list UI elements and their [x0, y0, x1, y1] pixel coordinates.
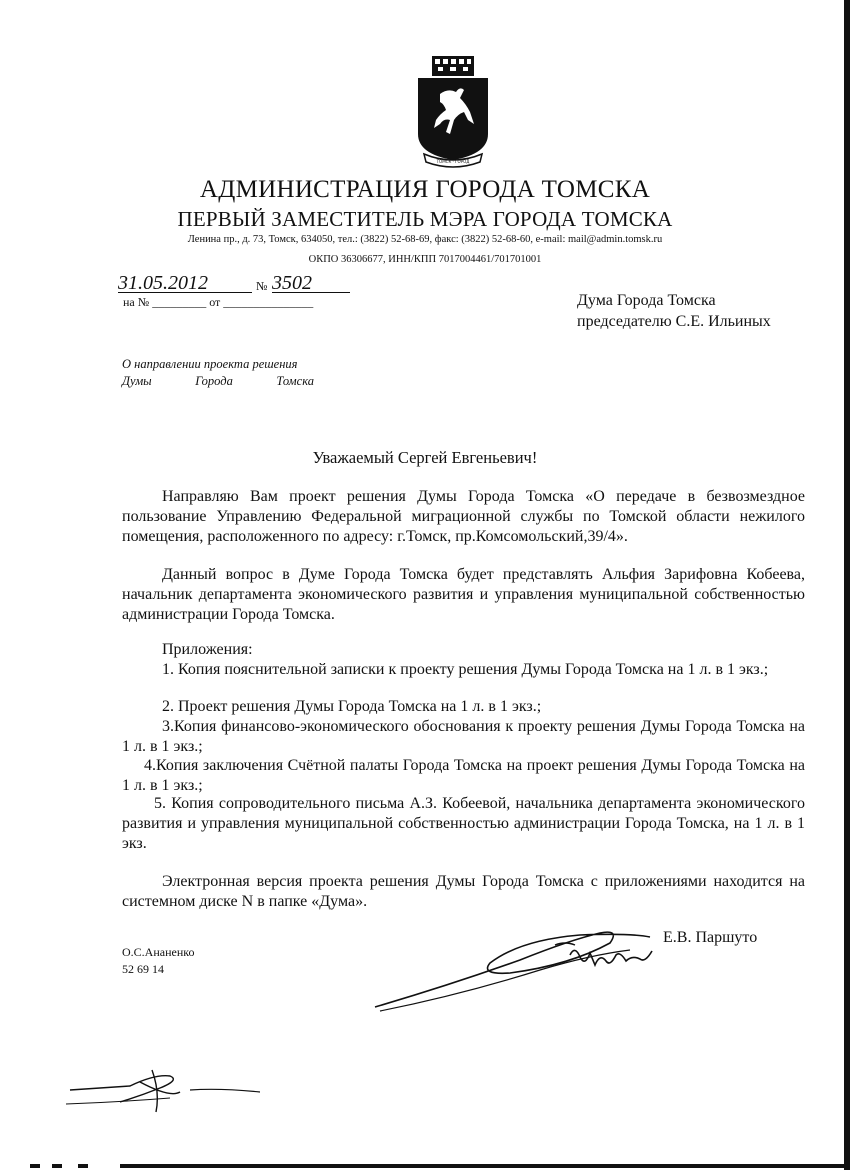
executor-name: О.С.Ананенко: [122, 945, 195, 959]
attachment-text: 1. Копия пояснительной записки к проекту решения Думы Города Томска на 1 л. в 1 экз.;: [162, 661, 769, 678]
reference-line: на № _________ от _______________: [123, 295, 314, 309]
subject-word: Города: [195, 374, 233, 388]
subject-word: Томска: [276, 374, 314, 388]
attachments-title-text: Приложения:: [162, 641, 253, 658]
attachment-item: [122, 756, 805, 796]
scan-mark: [78, 1164, 88, 1168]
attachment-item: [122, 697, 805, 717]
body-paragraph-text: Направляю Вам проект решения Думы Города Томска «О передаче в безвозмездное пользование Управлению Федеральной миграционной службы по Томской области нежилого помещения, расположенного по адресу: г.Томск, пр.Комсомольский,39/4».: [122, 488, 805, 545]
body-paragraph-text: Данный вопрос в Думе Города Томска будет представлять Альфия Зарифовна Кобеева, начальник департамента экономического развития и управления муниципальной собственностью администрации Города Томска.: [122, 566, 805, 623]
number-underline: [272, 292, 350, 293]
org-address: Ленина пр., д. 73, Томск, 634050, тел.: (3822) 52-68-69, факс: (3822) 52-68-60, e-mail: mail@admin.tomsk.ru: [187, 234, 663, 245]
svg-text:ТОМСК · ГОРОД: ТОМСК · ГОРОД: [436, 159, 470, 164]
body-paragraph: [122, 565, 805, 625]
addressee-org: Дума Города Томска: [577, 292, 716, 309]
org-okpo: ОКПО 36306677, ИНН/КПП 7017004461/701701001: [308, 254, 542, 265]
scan-bottom-edge: [120, 1164, 850, 1168]
body-paragraph-text: Электронная версия проекта решения Думы Города Томска с приложениями находится на системном диске N в папке «Дума».: [122, 873, 805, 910]
attachments-title: [122, 640, 805, 660]
attachment-text: 3.Копия финансово-экономического обоснования к проекту решения Думы Города Томска на 1 л. в 1 экз.;: [122, 718, 805, 755]
scan-edge: [844, 0, 850, 1170]
date-underline: [118, 292, 252, 293]
scan-mark: [30, 1164, 40, 1168]
subject-line-2: [122, 374, 314, 389]
attachment-text: 4.Копия заключения Счётной палаты Города Томска на проект решения Думы Города Томска на 1 л. в 1 экз.;: [122, 757, 805, 794]
subject-line: О направлении проекта решения: [122, 357, 298, 371]
greeting: Уважаемый Сергей Евгеньевич!: [312, 448, 538, 467]
scan-mark: [52, 1164, 62, 1168]
signature-image: [370, 915, 670, 1015]
attachment-text: 5. Копия сопроводительного письма А.З. Кобеевой, начальника департамента экономического развития и управления муниципальной собственностью администрации Города Томска, на 1 л. в 1 экз.: [122, 795, 805, 852]
executor-phone: 52 69 14: [122, 962, 164, 976]
registration-number: 3502: [272, 272, 312, 294]
attachment-item: [122, 717, 805, 757]
position-title: ПЕРВЫЙ ЗАМЕСТИТЕЛЬ МЭРА ГОРОДА ТОМСКА: [177, 207, 673, 231]
registration-date: 31.05.2012: [118, 272, 208, 294]
crown-icon: [432, 56, 474, 76]
attachment-item: [122, 660, 805, 680]
registration-number-label: №: [256, 279, 268, 293]
body-paragraph: [122, 487, 805, 547]
subject-word: Думы: [122, 374, 152, 388]
approval-scribble: [60, 1062, 280, 1122]
attachment-item: [122, 794, 805, 854]
org-title: АДМИНИСТРАЦИЯ ГОРОДА ТОМСКА: [199, 176, 651, 203]
body-paragraph: [122, 872, 805, 912]
tomsk-emblem: [410, 54, 496, 172]
addressee-person: председателю С.Е. Ильиных: [577, 313, 771, 330]
signatory-name: Е.В. Паршуто: [663, 929, 758, 946]
attachment-text: 2. Проект решения Думы Города Томска на 1 л. в 1 экз.;: [162, 698, 542, 715]
